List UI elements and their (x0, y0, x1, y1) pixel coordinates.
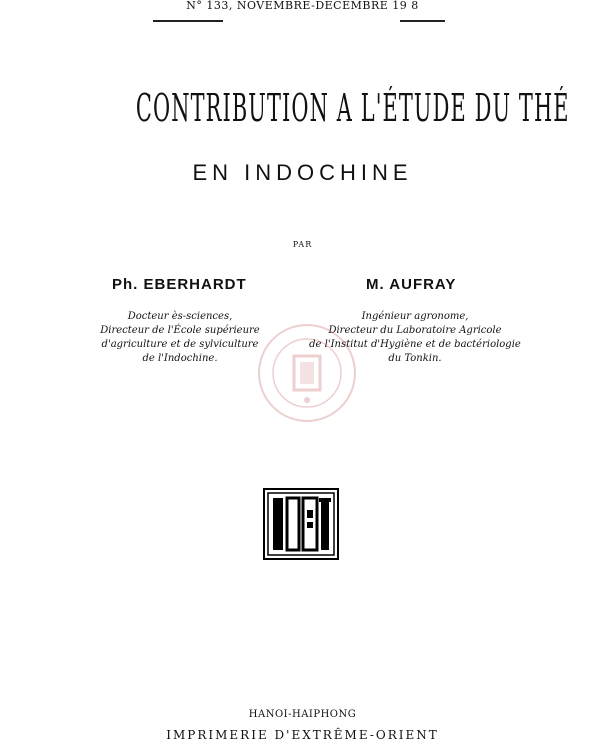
credential-line: du Tonkin. (388, 353, 442, 364)
subtitle: EN INDOCHINE (192, 160, 413, 185)
publisher-emblem (263, 488, 339, 560)
series-header (0, 0, 605, 12)
imprint-city: HANOI-HAIPHONG (248, 709, 357, 720)
series-header-text: N° 133, NOVEMBRE-DÉCEMBRE 19 8 (186, 0, 419, 12)
imprint-printer: IMPRIMERIE D'EXTRÊME-ORIENT (166, 728, 439, 742)
main-title: CONTRIBUTION A L'ÉTUDE DU THÉ (135, 86, 570, 130)
author-credentials-eberhardt (80, 310, 280, 366)
credential-line: de l'Institut d'Hygiène et de bactériologie (309, 339, 521, 350)
header-rule-right (400, 20, 445, 22)
author-name-eberhardt: Ph. EBERHARDT (112, 276, 247, 293)
credential-line: Ingénieur agronome, (361, 311, 469, 322)
author-name-aufray: M. AUFRAY (366, 276, 457, 293)
credential-line: Directeur du Laboratoire Agricole (328, 325, 502, 336)
credential-line: de l'Indochine. (142, 353, 218, 364)
header-rule-left (153, 20, 223, 22)
credential-line: Directeur de l'École supérieure (100, 325, 260, 336)
vietnamica-watermark-stamp (252, 318, 362, 428)
credential-line: Docteur ès-sciences, (127, 311, 233, 322)
byline-par: PAR (292, 240, 313, 249)
credential-line: d'agriculture et de sylviculture (101, 339, 259, 350)
